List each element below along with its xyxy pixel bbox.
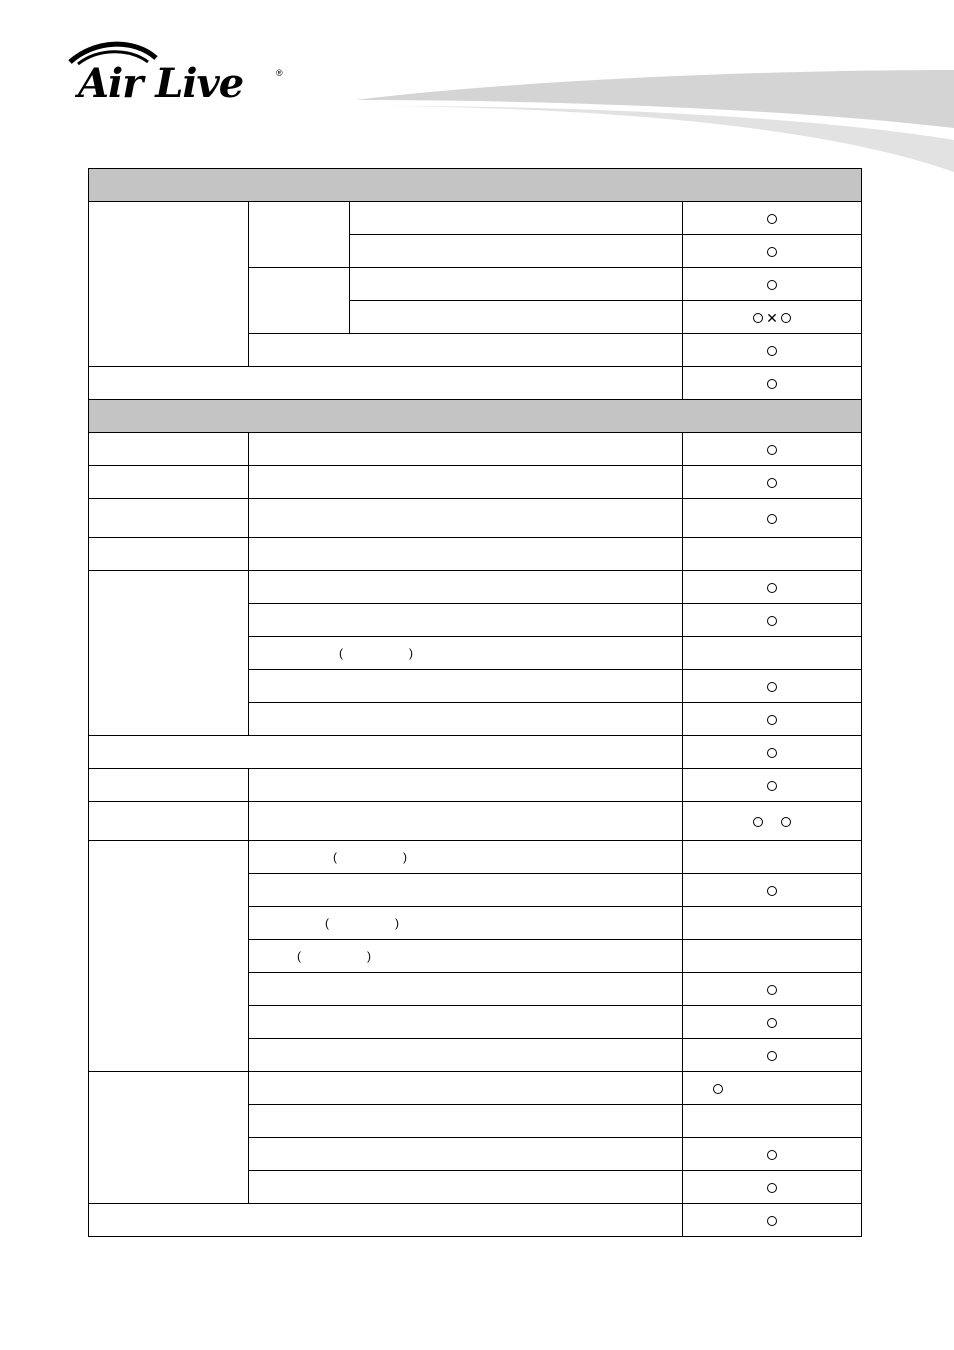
circle-mark-icon — [781, 817, 791, 827]
circle-mark-icon — [767, 1150, 777, 1160]
circle-mark-icon — [767, 715, 777, 725]
circle-mark-icon — [767, 478, 777, 488]
table-row — [89, 736, 862, 769]
paren-open: ( — [325, 916, 329, 930]
table-row — [89, 466, 862, 499]
paren-close: ) — [403, 850, 407, 864]
table-row — [89, 1072, 862, 1105]
section-header-row — [89, 169, 862, 202]
section-header-row — [89, 400, 862, 433]
circle-mark-icon — [767, 682, 777, 692]
circle-mark-icon — [767, 1018, 777, 1028]
table-row — [89, 571, 862, 604]
circle-mark-icon — [767, 616, 777, 626]
circle-mark-icon — [767, 247, 777, 257]
table-row — [89, 769, 862, 802]
circle-mark-icon — [767, 514, 777, 524]
paren-open: ( — [297, 949, 301, 963]
table-row — [89, 802, 862, 841]
circle-mark-icon — [767, 379, 777, 389]
cross-mark-icon: ✕ — [766, 309, 778, 326]
circle-mark-icon — [767, 748, 777, 758]
circle-mark-icon — [767, 886, 777, 896]
circle-mark-icon — [767, 445, 777, 455]
paren-close: ) — [409, 646, 413, 660]
logo-wordmark: Air Live — [78, 60, 244, 107]
circle-mark-icon — [767, 280, 777, 290]
table-row — [89, 367, 862, 400]
spec-table — [88, 168, 862, 1237]
circle-mark-icon — [767, 1051, 777, 1061]
table-row — [89, 433, 862, 466]
airlive-logo — [60, 40, 300, 110]
circle-mark-icon — [767, 1216, 777, 1226]
table-row — [89, 538, 862, 571]
circle-mark-icon — [767, 583, 777, 593]
logo-registered-mark: ® — [276, 68, 283, 78]
circle-mark-icon — [713, 1084, 723, 1094]
circle-mark-icon — [767, 985, 777, 995]
paren-open: ( — [333, 850, 337, 864]
circle-mark-icon — [767, 346, 777, 356]
paren-close: ) — [367, 949, 371, 963]
circle-mark-icon — [753, 313, 763, 323]
circle-mark-icon — [767, 1183, 777, 1193]
table-row — [89, 499, 862, 538]
circle-mark-icon — [767, 781, 777, 791]
paren-open: ( — [339, 646, 343, 660]
table-row — [89, 202, 862, 235]
circle-mark-icon — [753, 817, 763, 827]
table-row — [89, 841, 862, 874]
paren-close: ) — [395, 916, 399, 930]
table-row — [89, 1204, 862, 1237]
circle-mark-icon — [767, 214, 777, 224]
circle-mark-icon — [781, 313, 791, 323]
